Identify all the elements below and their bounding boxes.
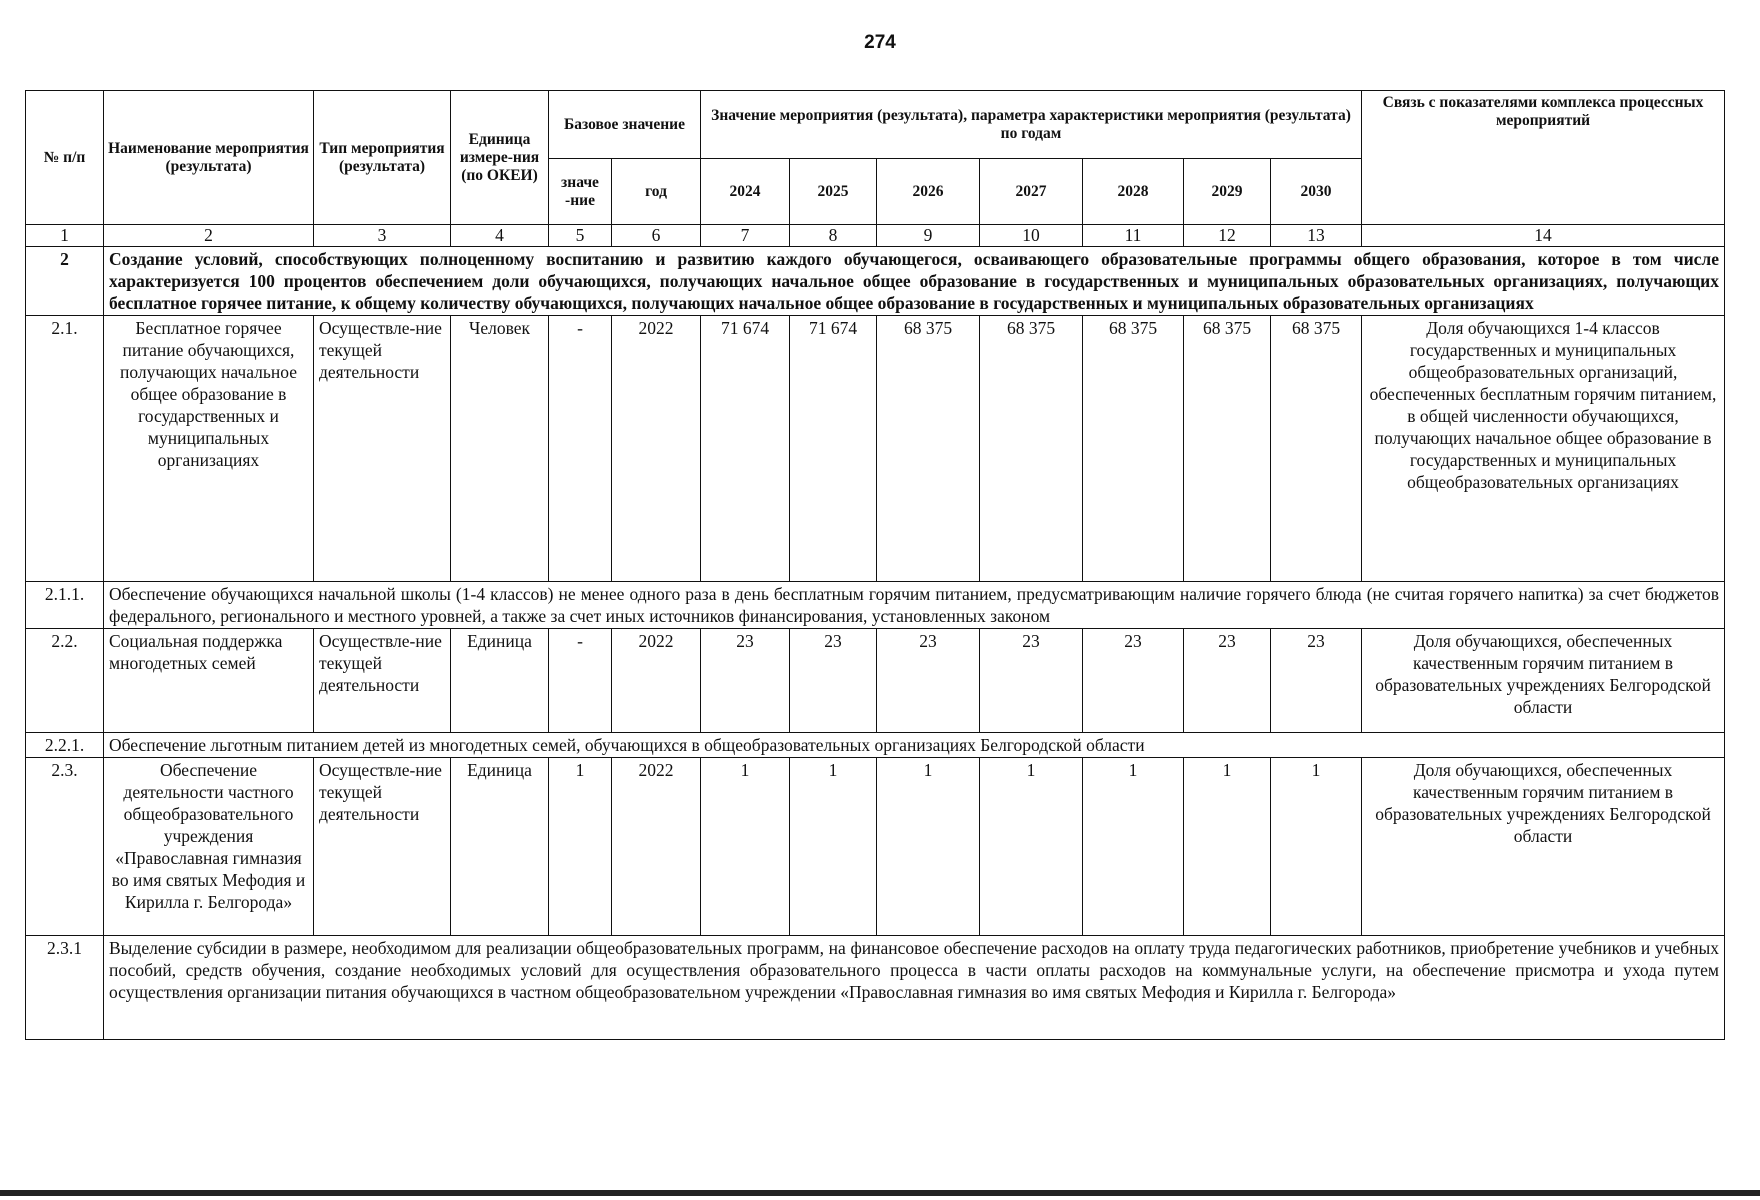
section-row [26,247,1725,316]
column-number: 8 [790,225,877,247]
row-value-2025: 1 [790,758,877,936]
row-num: 2.2. [26,629,104,733]
section-num: 2 [26,247,104,316]
header-row-1 [26,91,1725,159]
header-base: Базовое значение [549,91,701,159]
row-value-2028: 68 375 [1083,316,1184,582]
column-number: 14 [1362,225,1725,247]
row-value-2026: 23 [877,629,980,733]
row-value-2030: 23 [1271,629,1362,733]
table-row [26,316,1725,582]
column-number: 2 [104,225,314,247]
row-value-2029: 68 375 [1184,316,1271,582]
row-value-2029: 23 [1184,629,1271,733]
row-value-2028: 23 [1083,629,1184,733]
row-base-year: 2022 [612,316,701,582]
table-row [26,758,1725,936]
row-base-value: 1 [549,758,612,936]
column-number: 11 [1083,225,1184,247]
header-base-year: год [612,159,701,225]
header-link: Связь с показателями комплекса процессных мероприятий [1362,91,1725,225]
header-year: 2027 [980,159,1083,225]
column-number: 12 [1184,225,1271,247]
row-name: Социальная поддержка многодетных семей [104,629,314,733]
row-link: Доля обучающихся, обеспеченных качественным горячим питанием в образовательных учреждениях Белгородской области [1362,629,1725,733]
column-number: 7 [701,225,790,247]
subrow [26,582,1725,629]
column-number: 13 [1271,225,1362,247]
row-value-2024: 23 [701,629,790,733]
header-unit: Единица измере-ния (по ОКЕИ) [451,91,549,225]
row-name: Бесплатное горячее питание обучающихся, получающих начальное общее образование в государственных и муниципальных организациях [104,316,314,582]
row-value-2024: 1 [701,758,790,936]
row-name: Обеспечение деятельности частного общеобразовательного учреждения «Православная гимназия во имя святых Мефодия и Кирилла г. Белгорода» [104,758,314,936]
row-base-value: - [549,629,612,733]
subrow-num: 2.2.1. [26,733,104,758]
subrow-text: Обеспечение льготным питанием детей из многодетных семей, обучающихся в общеобразовательных организациях Белгородской области [104,733,1725,758]
subrow-num: 2.1.1. [26,582,104,629]
scan-edge-divider [0,1190,1760,1196]
header-num: № п/п [26,91,104,225]
row-unit: Человек [451,316,549,582]
row-value-2026: 68 375 [877,316,980,582]
subrow [26,733,1725,758]
row-value-2026: 1 [877,758,980,936]
column-number: 9 [877,225,980,247]
subrow-num: 2.3.1 [26,936,104,1040]
row-value-2029: 1 [1184,758,1271,936]
row-type: Осуществле-ние текущей деятельности [314,316,451,582]
column-number: 1 [26,225,104,247]
header-year: 2024 [701,159,790,225]
row-num: 2.1. [26,316,104,582]
row-type: Осуществле-ние текущей деятельности [314,758,451,936]
header-year: 2030 [1271,159,1362,225]
row-base-year: 2022 [612,758,701,936]
header-type: Тип мероприятия (результата) [314,91,451,225]
header-year: 2028 [1083,159,1184,225]
header-name: Наименование мероприятия (результата) [104,91,314,225]
row-value-2027: 68 375 [980,316,1083,582]
section-text: Создание условий, способствующих полноценному воспитанию и развитию каждого обучающегося, осваивающего образовательные программы общего образования, которое в том числе характеризуется 100 процентов обеспечением доли обучающихся, получающих начальное общее образование в государственных и муниципальных образовательных организациях, получающих бесплатное горячее питание, к общему количеству обучающихся, получающих начальное общее образование в государственных и муниципальных образовательных организациях [104,247,1725,316]
header-values-by-year: Значение мероприятия (результата), параметра характеристики мероприятия (результата) по годам [701,91,1362,159]
table-row [26,629,1725,733]
header-year: 2029 [1184,159,1271,225]
row-base-year: 2022 [612,629,701,733]
measures-table [25,90,1725,1040]
page-number: 274 [864,32,896,53]
header-base-value: значе -ние [549,159,612,225]
column-number: 6 [612,225,701,247]
column-number: 4 [451,225,549,247]
row-link: Доля обучающихся, обеспеченных качественным горячим питанием в образовательных учреждениях Белгородской области [1362,758,1725,936]
row-value-2025: 23 [790,629,877,733]
subrow-text: Выделение субсидии в размере, необходимом для реализации общеобразовательных программ, на финансовое обеспечение расходов на оплату труда педагогических работников, приобретение учебников и учебных пособий, средств обучения, создание необходимых условий для осуществления образовательного процесса в части оплаты расходов на коммунальные услуги, на обеспечение присмотра и ухода путем осуществления организации питания обучающихся в частном общеобразовательном учреждении «Православная гимназия во имя святых Мефодия и Кирилла г. Белгорода» [104,936,1725,1040]
row-unit: Единица [451,758,549,936]
row-value-2028: 1 [1083,758,1184,936]
subrow-text: Обеспечение обучающихся начальной школы (1-4 классов) не менее одного раза в день бесплатным горячим питанием, предусматривающим наличие горячего блюда (не считая горячего напитка) за счет бюджетов федерального, регионального и местного уровней, а также за счет иных источников финансирования, установленных законом [104,582,1725,629]
column-number: 3 [314,225,451,247]
column-number: 10 [980,225,1083,247]
row-value-2025: 71 674 [790,316,877,582]
row-unit: Единица [451,629,549,733]
row-value-2027: 23 [980,629,1083,733]
header-year: 2025 [790,159,877,225]
column-number: 5 [549,225,612,247]
row-base-value: - [549,316,612,582]
row-link: Доля обучающихся 1-4 классов государственных и муниципальных общеобразовательных организаций, обеспеченных бесплатным горячим питанием, в общей численности обучающихся, получающих начальное общее образование в государственных и муниципальных общеобразовательных организациях [1362,316,1725,582]
row-value-2027: 1 [980,758,1083,936]
row-value-2030: 1 [1271,758,1362,936]
row-value-2024: 71 674 [701,316,790,582]
subrow [26,936,1725,1040]
row-type: Осуществле-ние текущей деятельности [314,629,451,733]
row-value-2030: 68 375 [1271,316,1362,582]
row-num: 2.3. [26,758,104,936]
header-year: 2026 [877,159,980,225]
column-numbers-row [26,225,1725,247]
